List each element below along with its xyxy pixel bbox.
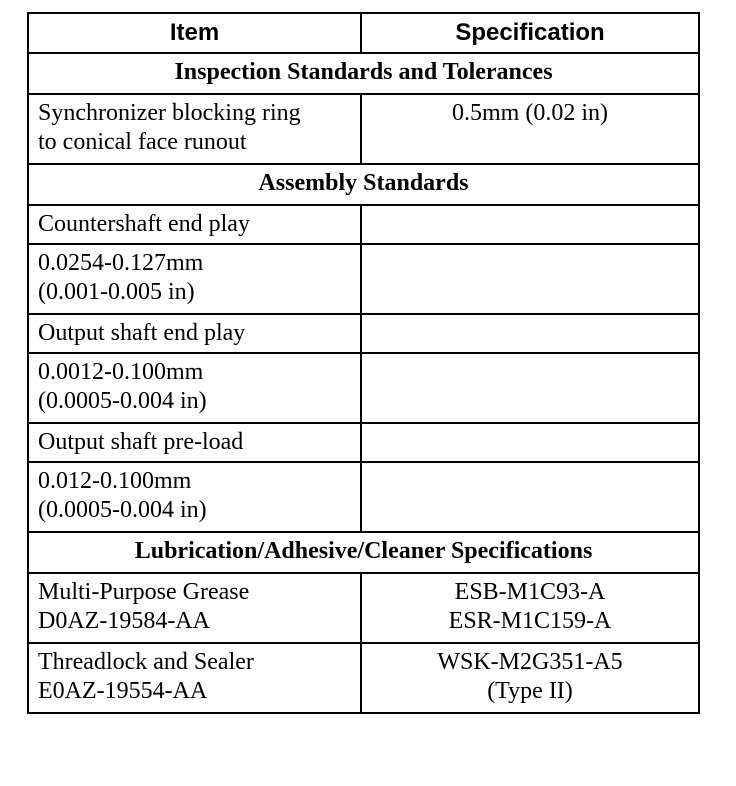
header-row [28,13,699,53]
table-row [28,314,699,353]
item-cell [28,423,361,462]
item-cell [28,462,361,532]
spec-cell [361,643,699,713]
table-row [28,423,699,462]
item-text: Output shaft end play [38,320,246,346]
spec-cell [361,353,699,423]
item-cell [28,205,361,244]
section-title-lubrication: Lubrication/Adhesive/Cleaner Specifications [28,532,699,573]
item-text: 0.0012-0.100mm [38,359,204,385]
spec-text: ESR-M1C159-A [448,608,612,634]
item-text: (0.0005-0.004 in) [38,388,207,414]
item-text: (0.001-0.005 in) [38,279,195,305]
spec-cell [361,462,699,532]
table-row [28,205,699,244]
section-row [28,53,699,94]
section-title-inspection: Inspection Standards and Tolerances [28,53,699,94]
header-specification: Specification [361,13,699,53]
item-text: Threadlock and Sealer [38,649,254,675]
specification-table [27,12,700,714]
spec-cell [361,423,699,462]
spec-cell [361,244,699,314]
item-text: 0.0254-0.127mm [38,250,204,276]
table-row [28,353,699,423]
spec-cell [361,314,699,353]
spec-cell [361,573,699,643]
spec-cell [361,205,699,244]
item-text: D0AZ-19584-AA [38,608,210,634]
item-text: Synchronizer blocking ring [38,100,301,126]
table-row [28,244,699,314]
item-cell [28,244,361,314]
item-text: (0.0005-0.004 in) [38,497,207,523]
section-title-assembly: Assembly Standards [28,164,699,205]
table-row [28,573,699,643]
item-cell [28,573,361,643]
item-text: Countershaft end play [38,211,250,237]
section-row [28,532,699,573]
item-text: to conical face runout [38,129,247,155]
spec-text: (Type II) [487,678,573,704]
spec-cell [361,94,699,164]
table-row [28,462,699,532]
item-text: Multi-Purpose Grease [38,579,250,605]
item-cell [28,353,361,423]
table-row [28,643,699,713]
table-row [28,94,699,164]
spec-text: 0.5mm (0.02 in) [452,100,608,126]
item-text: 0.012-0.100mm [38,468,192,494]
spec-text: WSK-M2G351-A5 [437,649,623,675]
spec-text: ESB-M1C93-A [454,579,606,605]
item-text: E0AZ-19554-AA [38,678,208,704]
section-row [28,164,699,205]
item-text: Output shaft pre-load [38,429,244,455]
item-cell [28,94,361,164]
item-cell [28,643,361,713]
item-cell [28,314,361,353]
header-item: Item [28,13,361,53]
